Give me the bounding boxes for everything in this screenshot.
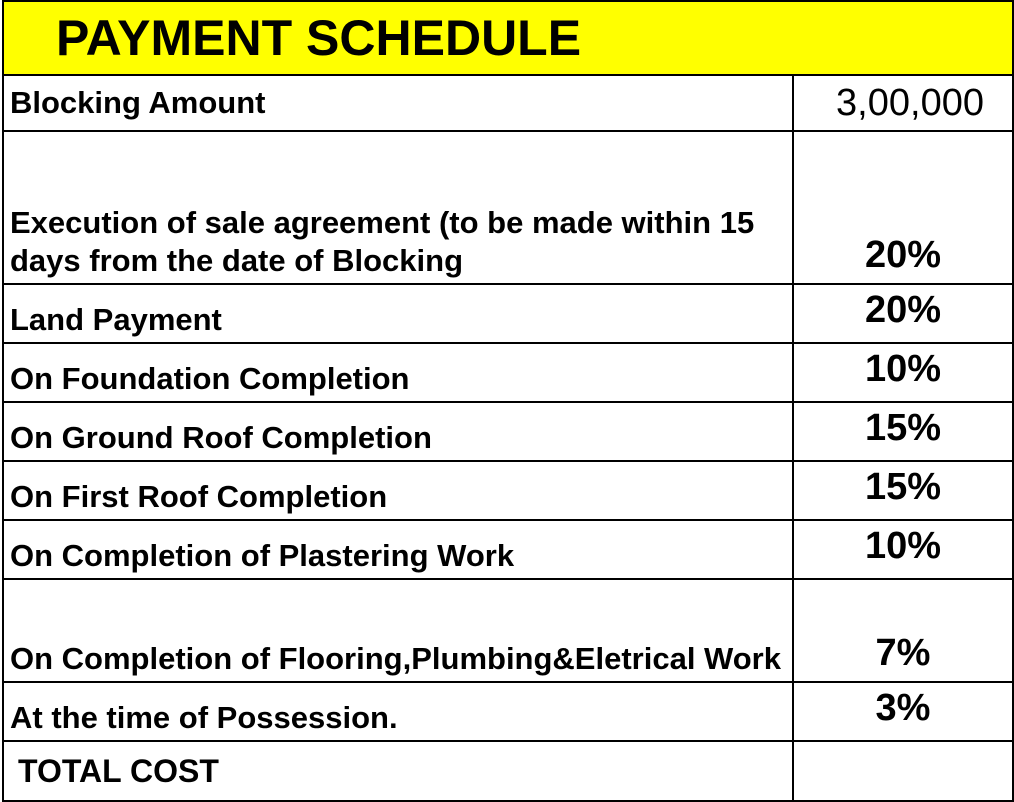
stage-percent-cell[interactable]: 15% <box>793 402 1013 461</box>
total-cost-value-cell[interactable] <box>793 741 1013 801</box>
stage-percent-cell[interactable]: 10% <box>793 343 1013 402</box>
stage-percent-cell[interactable]: 20% <box>793 284 1013 343</box>
stage-percent-cell[interactable]: 20% <box>793 131 1013 284</box>
stage-percent-cell[interactable]: 15% <box>793 461 1013 520</box>
stage-percent-cell[interactable]: 7% <box>793 579 1013 682</box>
table-row <box>3 520 1013 579</box>
table-row <box>3 579 1013 682</box>
title-row <box>3 1 1013 75</box>
table-row <box>3 682 1013 741</box>
blocking-value-cell[interactable]: 3,00,000 <box>793 75 1013 131</box>
table-row <box>3 284 1013 343</box>
payment-schedule-table <box>2 0 1014 802</box>
title-cell[interactable] <box>3 1 1013 75</box>
stage-label-cell[interactable]: On Completion of Plastering Work <box>3 520 793 579</box>
stage-label-cell[interactable]: At the time of Possession. <box>3 682 793 741</box>
stage-label-cell[interactable]: On First Roof Completion <box>3 461 793 520</box>
stage-label-cell[interactable]: Land Payment <box>3 284 793 343</box>
blocking-label-cell[interactable]: Blocking Amount <box>3 75 793 131</box>
page-title: PAYMENT SCHEDULE <box>56 10 582 66</box>
table-row <box>3 343 1013 402</box>
table-row-total <box>3 741 1013 801</box>
stage-label-cell[interactable]: Execution of sale agreement (to be made within 15 days from the date of Blocking <box>3 131 793 284</box>
stage-percent-cell[interactable]: 3% <box>793 682 1013 741</box>
stage-label-cell[interactable]: On Ground Roof Completion <box>3 402 793 461</box>
stage-percent-cell[interactable]: 10% <box>793 520 1013 579</box>
table-row <box>3 402 1013 461</box>
stage-label-cell[interactable]: On Foundation Completion <box>3 343 793 402</box>
stage-label-cell[interactable]: On Completion of Flooring,Plumbing&Eletrical Work <box>3 579 793 682</box>
table-row <box>3 131 1013 284</box>
total-cost-label-cell[interactable]: TOTAL COST <box>3 741 793 801</box>
table-row <box>3 461 1013 520</box>
table-row-blocking <box>3 75 1013 131</box>
